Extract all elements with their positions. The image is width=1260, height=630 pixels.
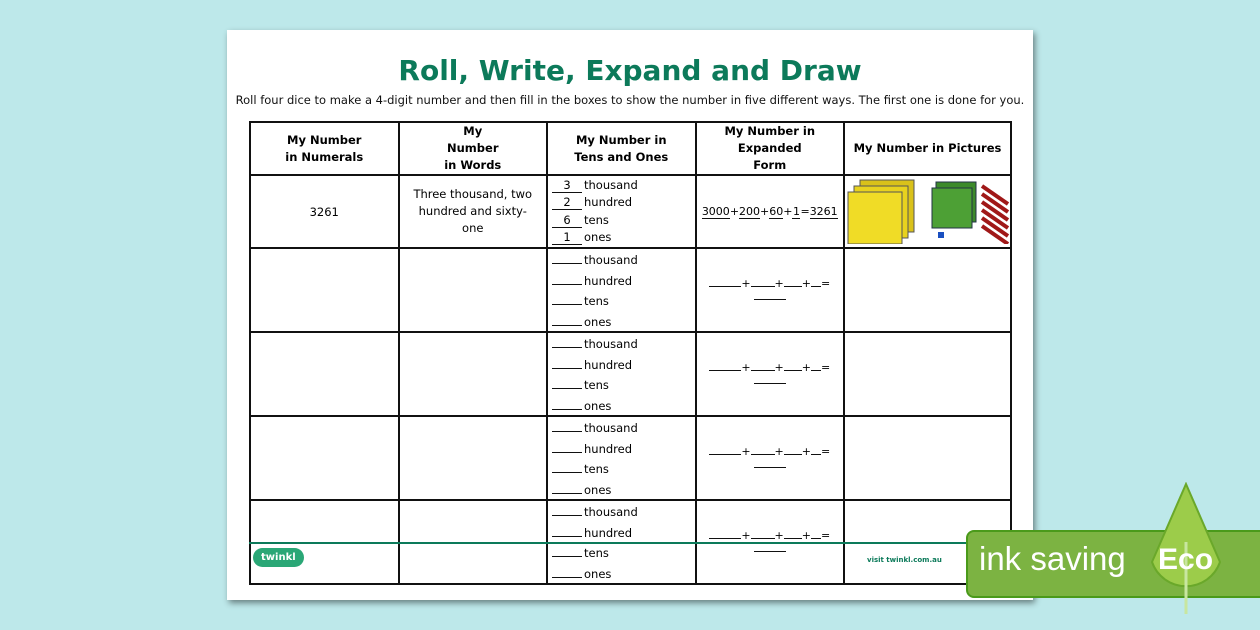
example-words: Three thousand, two hundred and sixty-one [399, 175, 548, 248]
instructions: Roll four dice to make a 4-digit number and then fill in the boxes to show the number in five different ways. The first one is done for you. [235, 93, 1025, 107]
worksheet-page [227, 30, 1033, 600]
tens-ones-cell[interactable]: thousand hundred tens ones [547, 332, 696, 416]
words-cell[interactable] [399, 248, 548, 332]
example-tens-ones: 3 thousand 2 hundred 6 tens 1 ones [547, 175, 696, 248]
table-row [250, 416, 1011, 500]
footer-divider [249, 542, 1012, 544]
example-numeral: 3261 [250, 175, 399, 248]
pictures-cell[interactable] [844, 416, 1011, 500]
visit-link[interactable]: visit twinkl.com.au [867, 556, 942, 564]
numeral-cell[interactable] [250, 416, 399, 500]
header-tens-ones: My Number in Tens and Ones [547, 122, 696, 175]
expanded-cell[interactable]: + + + = [696, 332, 845, 416]
eco-text: Eco [1158, 543, 1214, 576]
example-expanded: 3000+200+60+1=3261 [696, 175, 845, 248]
tens-ones-cell[interactable]: thousand hundred tens ones [547, 416, 696, 500]
words-cell[interactable] [399, 416, 548, 500]
words-cell[interactable] [399, 332, 548, 416]
pictures-cell[interactable] [844, 332, 1011, 416]
header-pictures: My Number in Pictures [844, 122, 1011, 175]
tens-ones-cell[interactable]: thousand hundred tens ones [547, 500, 696, 584]
table-row [250, 332, 1011, 416]
tens-ones-cell[interactable]: thousand hundred tens ones [547, 248, 696, 332]
worksheet-table [249, 121, 1012, 585]
numeral-cell[interactable] [250, 332, 399, 416]
table-row [250, 248, 1011, 332]
page-title: Roll, Write, Expand and Draw [398, 54, 862, 87]
header-words: My Number in Words [399, 122, 548, 175]
numeral-cell[interactable] [250, 248, 399, 332]
expanded-cell[interactable]: + + + = [696, 248, 845, 332]
twinkl-logo: twinkl [253, 548, 304, 567]
base-ten-blocks-picture [846, 176, 1010, 244]
header-numerals: My Number in Numerals [250, 122, 399, 175]
ink-saving-text: ink saving [979, 540, 1126, 577]
expanded-cell[interactable]: + + + = [696, 416, 845, 500]
example-pictures [844, 175, 1011, 248]
table-row [250, 175, 1011, 248]
header-expanded: My Number in Expanded Form [696, 122, 845, 175]
pictures-cell[interactable] [844, 248, 1011, 332]
expanded-cell[interactable]: + + + = [696, 500, 845, 584]
